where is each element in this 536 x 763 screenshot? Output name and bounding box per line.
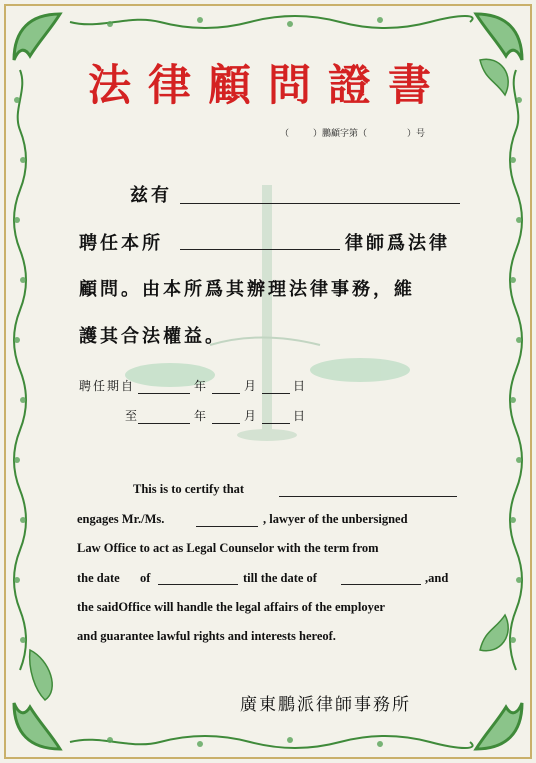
certificate-number-line [280,126,425,139]
to-month-label: 月 [244,409,259,423]
en-line5: the saidOffice will handle the legal affairs of the employer [77,600,385,614]
certificate-title: 法律顧問證書 [88,61,448,111]
en-line4a: the date [77,571,120,585]
zh-line4: 護其合法權益。 [79,326,226,347]
term-from-label: 聘任期自 [79,379,136,393]
zh-line1-label: 兹有 [130,185,172,206]
en-line2b: , lawyer of the unbersigned [263,512,408,526]
en-line4b: of [140,571,151,585]
zh-line2-prefix: 聘任本所 [79,233,163,254]
number-end: ）号 [407,129,426,139]
en-client-line [279,496,457,497]
en-line4c: till the date of [243,571,317,585]
from-year-label: 年 [194,379,209,393]
en-line4d: ,and [425,571,449,585]
number-open: （ [280,129,290,139]
from-month-line [212,393,240,394]
term-to-label: 至 [125,409,140,423]
client-name-line [180,203,460,204]
en-from-date-line [158,584,238,585]
from-day-line [262,393,290,394]
en-line2a: engages Mr./Ms. [77,512,165,526]
to-day-label: 日 [293,409,308,423]
zh-line3: 顧問。由本所爲其辦理法律事務，維 [79,279,415,300]
to-day-line [262,423,290,424]
en-line3: Law Office to act as Legal Counselor with the term from [77,541,379,555]
from-month-label: 月 [244,379,259,393]
lawyer-name-line [180,249,340,250]
en-to-date-line [341,584,421,585]
from-day-label: 日 [293,379,308,393]
to-year-line [138,423,190,424]
en-line6: and guarantee lawful rights and interests hereof. [77,629,336,643]
number-mid: ）鵬顧字第（ [313,129,368,139]
zh-line2-suffix: 律師爲法律 [345,233,450,254]
en-line1: This is to certify that [133,482,245,496]
from-year-line [138,393,190,394]
to-month-line [212,423,240,424]
law-office-signature: 廣東鵬派律師事務所 [240,695,411,715]
to-year-label: 年 [194,409,209,423]
en-lawyer-line [196,526,258,527]
